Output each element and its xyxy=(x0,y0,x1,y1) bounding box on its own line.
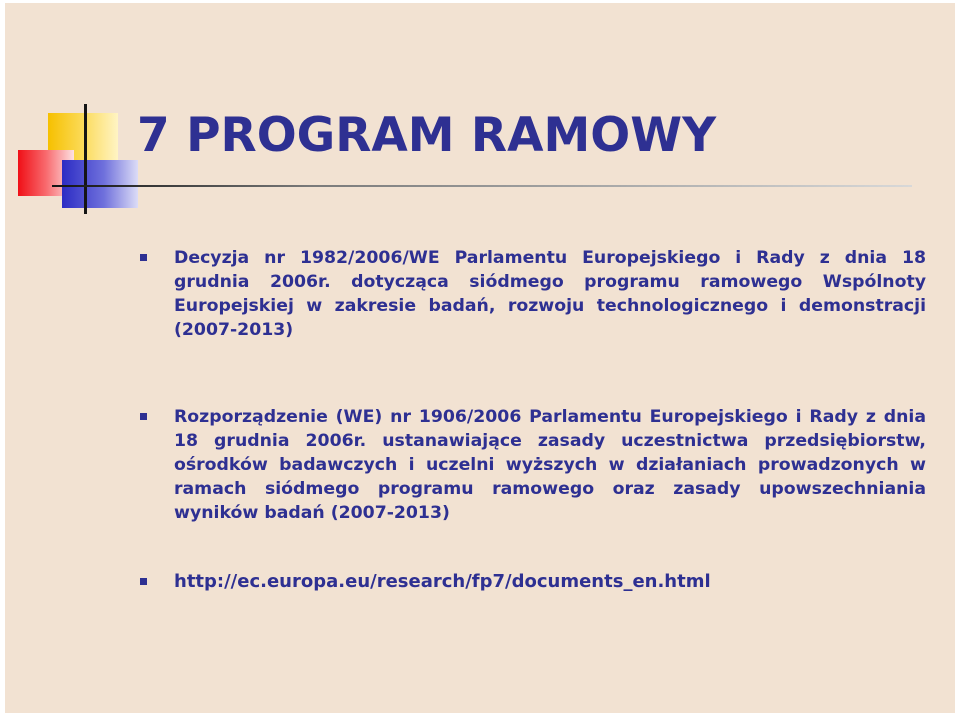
bullet-text: Rozporządzenie (WE) nr 1906/2006 Parlamentu Europejskiego i Rady z dnia 18 grudnia 2006r. ustanawiające zasady uczestnictwa przedsiębiorstw, ośrodków badawczych i uczelni wyższych w działaniach prowadzonych w ramach siódmego programu ramowego oraz zasady upowszechniania wyników badań (2007-2013) xyxy=(174,407,926,523)
title-underline xyxy=(52,185,912,187)
square-bullet-icon xyxy=(140,254,147,261)
bullet-text: Decyzja nr 1982/2006/WE Parlamentu Europejskiego i Rady z dnia 18 grudnia 2006r. dotycząca siódmego programu ramowego Wspólnoty Europejskiej w zakresie badań, rozwoju technologicznego i demonstracji (2007-2013) xyxy=(174,248,926,340)
square-bullet-icon xyxy=(140,413,147,420)
documents-link[interactable]: http://ec.europa.eu/research/fp7/documents_en.html xyxy=(174,571,711,592)
square-bullet-icon xyxy=(140,578,147,585)
bullet-item-link[interactable] xyxy=(174,570,926,594)
decorative-vertical-line xyxy=(84,104,87,214)
bullet-item-regulation xyxy=(174,405,926,525)
decorative-blue-square xyxy=(62,160,138,208)
bullet-item-decision xyxy=(174,246,926,342)
slide-title: 7 PROGRAM RAMOWY xyxy=(137,108,717,163)
